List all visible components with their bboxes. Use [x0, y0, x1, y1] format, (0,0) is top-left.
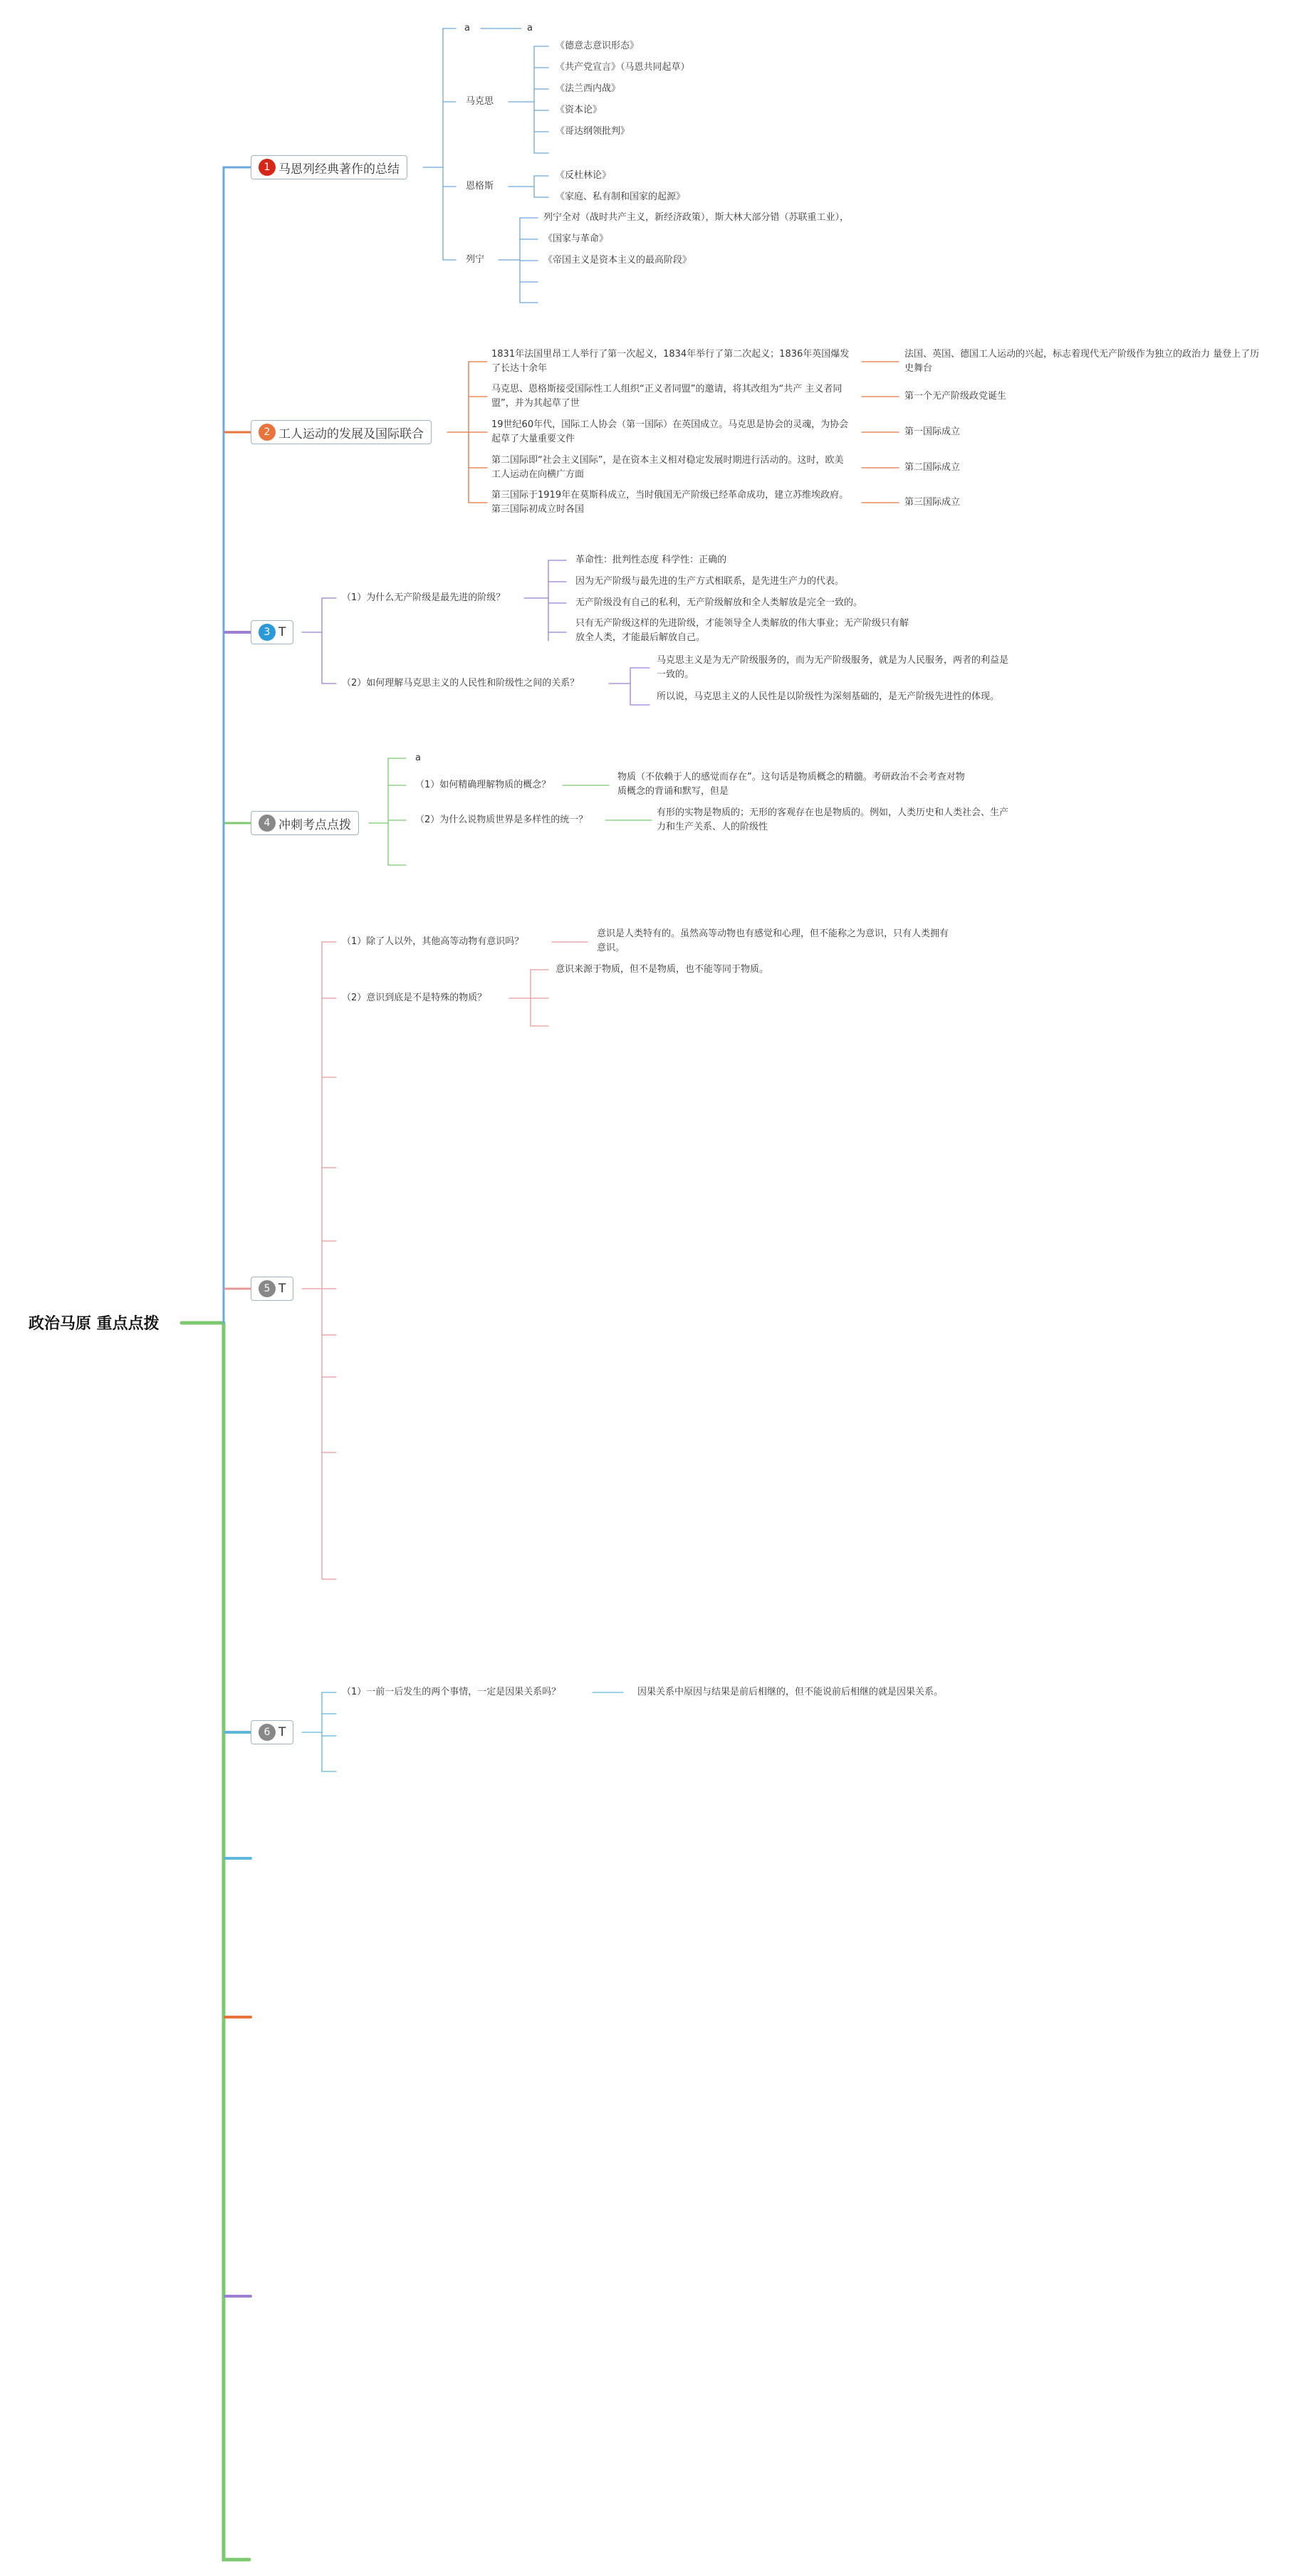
root-title[interactable]: 政治马原 重点点拨	[28, 1315, 160, 1333]
number-badge: 2	[259, 424, 276, 441]
marx-work[interactable]: 《哥达纲领批判》	[555, 126, 630, 137]
answer[interactable]: 意识来源于物质，但不是物质，也不能等同于物质。	[555, 964, 769, 975]
trunk-green	[224, 1323, 249, 2560]
topic-6-title: T	[278, 1725, 286, 1739]
answer[interactable]: 有形的实物是物质的；无形的客观存在也是物质的。例如，人类历史和人类社会、生产力和生产关系、人的阶级性	[657, 807, 1009, 832]
question[interactable]: （2）意识到底是不是特殊的物质？	[342, 993, 487, 1003]
lenin-work[interactable]: 《帝国主义是资本主义的最高阶段》	[543, 255, 692, 266]
topic-3-title: T	[278, 625, 286, 639]
topic-2-title: 工人运动的发展及国际联合	[278, 426, 424, 441]
topic-5[interactable]	[251, 1277, 293, 1301]
question[interactable]: （1）为什么无产阶级是最先进的阶级？	[342, 592, 506, 603]
topic-1-title: 马恩列经典著作的总结	[278, 162, 400, 177]
topic-6[interactable]	[251, 1720, 293, 1744]
lenin-work[interactable]: 列宁全对（战时共产主义，新经济政策），斯大林大部分错（苏联重工业），	[543, 212, 850, 223]
marx-work[interactable]: 《法兰西内战》	[555, 83, 621, 94]
event-result[interactable]: 第三国际成立	[904, 497, 961, 508]
event-text[interactable]: 19世纪60年代，国际工人协会（第一国际）在英国成立。马克思是协会的灵魂，为协会起草了大量重要文件	[491, 419, 849, 444]
answer[interactable]: 所以说，马克思主义的人民性是以阶级性为深刻基础的，是无产阶级先进性的体现。	[657, 691, 1000, 702]
number-badge: 1	[259, 159, 276, 176]
answer[interactable]: 无产阶级没有自己的私利，无产阶级解放和全人类解放是完全一致的。	[575, 597, 863, 608]
question[interactable]: （1）一前一后发生的两个事情，一定是因果关系吗？	[342, 1687, 561, 1697]
answer[interactable]: 因为无产阶级与最先进的生产方式相联系，是先进生产力的代表。	[575, 576, 845, 587]
engels-work[interactable]: 《家庭、私有制和国家的起源》	[555, 192, 686, 202]
question[interactable]: （1）如何精确理解物质的概念？	[415, 780, 551, 790]
marx-work[interactable]: 《共产党宣言》（马恩共同起草）	[555, 62, 690, 73]
answer[interactable]: 物质（不依赖于人的感觉而存在”。这句话是物质概念的精髓。考研政治不会考查对物质概念的背诵和默写，但是	[617, 772, 965, 797]
event-text[interactable]: 第三国际于1919年在莫斯科成立，当时俄国无产阶级已经革命成功，建立苏维埃政府。第三国际初成立时各国	[491, 490, 849, 515]
event-text[interactable]: 第二国际即“社会主义国际”，是在资本主义相对稳定发展时期进行活动的。这时，欧美工人运动在向横广方面	[491, 455, 844, 480]
node-a[interactable]: a	[415, 753, 421, 763]
topic-1[interactable]	[251, 155, 407, 179]
trunk-blue	[224, 167, 251, 1323]
marx-work[interactable]: 《资本论》	[555, 105, 603, 115]
answer[interactable]: 意识是人类特有的。虽然高等动物也有感觉和心理，但不能称之为意识，只有人类拥有意识。	[597, 928, 949, 953]
topic-5-title: T	[278, 1282, 286, 1296]
topic-4[interactable]	[251, 811, 359, 835]
answer[interactable]: 马克思主义是为无产阶级服务的，而为无产阶级服务，就是为人民服务，两者的利益是一致的。	[657, 655, 1009, 680]
event-result[interactable]: 第一国际成立	[904, 426, 961, 437]
answer[interactable]: 因果关系中原因与结果是前后相继的，但不能说前后相继的就是因果关系。	[637, 1687, 944, 1697]
topic-4-title: 冲刺考点点拨	[278, 817, 351, 832]
engels-work[interactable]: 《反杜林论》	[555, 170, 612, 181]
event-result[interactable]: 第一个无产阶级政党诞生	[904, 391, 1007, 402]
number-badge: 4	[259, 815, 276, 832]
node-a[interactable]: a	[464, 23, 470, 33]
number-badge: 6	[259, 1724, 276, 1741]
topic-2[interactable]	[251, 420, 432, 444]
marx-work[interactable]: 《德意志意识形态》	[555, 41, 640, 51]
question[interactable]: （1）除了人以外，其他高等动物有意识吗？	[342, 936, 524, 947]
topic-3[interactable]	[251, 620, 293, 644]
number-badge: 5	[259, 1280, 276, 1297]
question[interactable]: （2）如何理解马克思主义的人民性和阶级性之间的关系？	[342, 678, 580, 688]
answer[interactable]: 革命性：批判性态度 科学性：正确的	[575, 555, 727, 565]
number-badge: 3	[259, 624, 276, 641]
lenin-work[interactable]: 《国家与革命》	[543, 234, 609, 244]
question[interactable]: （2）为什么说物质世界是多样性的统一？	[415, 815, 588, 825]
event-result[interactable]: 法国、英国、德国工人运动的兴起，标志着现代无产阶级作为独立的政治力 量登上了历史舞台	[904, 349, 1260, 374]
event-text[interactable]: 马克思、恩格斯接受国际性工人组织“正义者同盟”的邀请，将其改组为“共产 主义者同盟”，并为其起草了世	[491, 384, 843, 409]
node-engels[interactable]: 恩格斯	[466, 181, 494, 192]
event-text[interactable]: 1831年法国里昂工人举行了第一次起义，1834年举行了第二次起义；1836年英国爆发了长达十余年	[491, 349, 850, 374]
node-a-child[interactable]: a	[527, 23, 533, 33]
event-result[interactable]: 第二国际成立	[904, 462, 961, 473]
answer[interactable]: 只有无产阶级这样的先进阶级，才能领导全人类解放的伟大事业；无产阶级只有解放全人类，才能最后解放自己。	[575, 618, 909, 643]
node-lenin[interactable]: 列宁	[466, 254, 485, 265]
node-marx[interactable]: 马克思	[466, 96, 494, 107]
